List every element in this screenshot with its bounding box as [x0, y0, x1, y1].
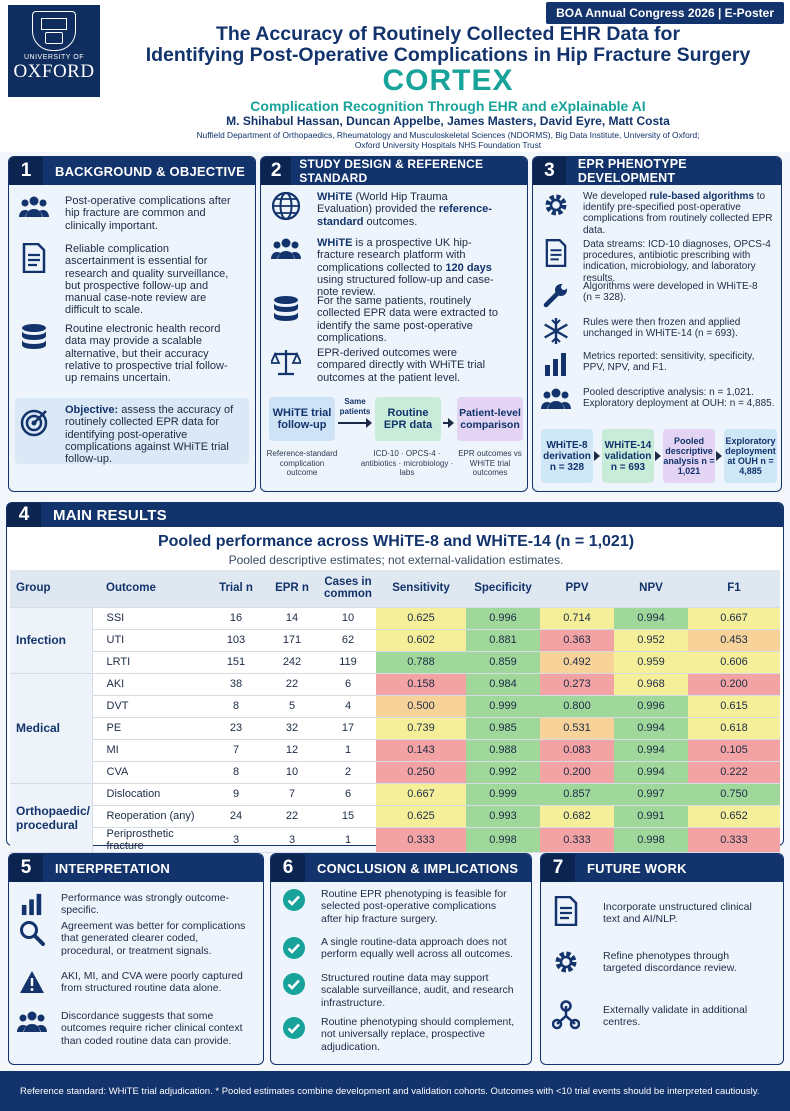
panel-header: [9, 157, 255, 185]
list-item: [267, 237, 523, 298]
value-cell: 0.222: [688, 761, 780, 783]
value-cell: 6: [320, 673, 376, 695]
conclusion-panel: [270, 853, 532, 1065]
same-patients-label: Same patients: [339, 397, 371, 416]
affiliation-line1: Nuffield Department of Orthopaedics, Rheumatology and Musculoskeletal Sciences (NDORMS), Big Data Institute, University of Oxford;: [196, 130, 700, 140]
value-cell: 62: [320, 629, 376, 651]
item-text: Routine EPR phenotyping is feasible for selected post-operative complications after hip fracture surgery.: [321, 888, 507, 925]
outcome-cell: Periprosthetic fracture: [92, 827, 208, 852]
panel-number: 4: [7, 503, 41, 527]
table-row: [10, 695, 780, 717]
panel-number: 7: [541, 854, 575, 882]
intro-span: We developed: [583, 191, 650, 202]
value-cell: 119: [320, 651, 376, 673]
gear-icon: [537, 191, 575, 236]
value-cell: 0.682: [540, 805, 614, 827]
list-item: [275, 888, 529, 925]
check-icon: [275, 888, 313, 925]
flow-arrow: [716, 455, 720, 457]
item-text: Data streams: ICD-10 diagnoses, OPCS-4 procedures, antibiotic prescribing with indication, microbiology, and laboratory results.: [583, 239, 771, 284]
table-row: [10, 607, 780, 629]
future-work-panel: [540, 853, 784, 1065]
item-span: (World Hip Trauma Evaluation) provided the: [317, 191, 448, 216]
table-row: [10, 827, 780, 852]
value-cell: 0.333: [688, 827, 780, 852]
title-line2: Identifying Post-Operative Complications in Hip Fracture Surgery: [145, 44, 751, 66]
item-text: Routine phenotyping should complement, not universally replace, prospective adjudication.: [321, 1016, 515, 1053]
results-table: [10, 570, 780, 853]
database-icon: [267, 295, 305, 344]
value-cell: 0.985: [466, 717, 540, 739]
value-cell: 15: [320, 805, 376, 827]
value-cell: 16: [208, 607, 264, 629]
list-item: [547, 896, 781, 926]
value-cell: 0.105: [688, 739, 780, 761]
magnifier-icon: [13, 920, 51, 957]
panel-number: 2: [261, 157, 291, 185]
value-cell: 0.652: [688, 805, 780, 827]
panel-header: [9, 854, 263, 882]
outcome-cell: Reoperation (any): [92, 805, 208, 827]
outcome-cell: AKI: [92, 673, 208, 695]
network-icon: [547, 1000, 585, 1030]
document-icon: [537, 239, 575, 284]
value-cell: 0.881: [466, 629, 540, 651]
intro-bold: rule-based algorithms: [649, 191, 754, 202]
value-cell: 151: [208, 651, 264, 673]
value-cell: 0.968: [614, 673, 688, 695]
group-label: Infection: [10, 607, 92, 673]
target-icon: [15, 398, 53, 464]
value-cell: 0.143: [376, 739, 466, 761]
item-text: Incorporate unstructured clinical text and AI/NLP.: [603, 901, 752, 926]
value-cell: 0.500: [376, 695, 466, 717]
column-header: Group: [10, 570, 92, 607]
panel-header: [541, 854, 783, 882]
column-header: Sensitivity: [376, 570, 466, 607]
value-cell: 0.750: [688, 783, 780, 805]
panel-title: STUDY DESIGN & REFERENCE STANDARD: [299, 157, 484, 185]
item-span: using structured follow-up and case-note review.: [317, 273, 494, 299]
value-cell: 7: [208, 739, 264, 761]
list-item: [537, 281, 779, 309]
flow-arrow: [594, 455, 598, 457]
list-item: [267, 347, 523, 384]
table-row: [10, 761, 780, 783]
people-icon: [13, 1010, 51, 1047]
list-item: [15, 243, 251, 317]
item-text: Algorithms were developed in WHiTE-8 (n = 328).: [583, 281, 758, 304]
flow-caption: Reference-standard complication outcome: [266, 449, 338, 477]
subtitle: Complication Recognition Through EHR and eXplainable AI: [250, 98, 646, 114]
value-cell: 242: [264, 651, 320, 673]
snowflake-icon: [537, 317, 575, 345]
poster-title: [108, 24, 788, 66]
value-cell: 8: [208, 761, 264, 783]
group-label: Orthopaedic/ procedural: [10, 783, 92, 852]
group-label: Medical: [10, 673, 92, 783]
congress-badge: BOA Annual Congress 2026 | E-Poster: [546, 2, 784, 24]
panel-title: MAIN RESULTS: [53, 506, 167, 524]
value-cell: 6: [320, 783, 376, 805]
outcome-cell: CVA: [92, 761, 208, 783]
item-text: Reliable complication ascertainment is essential for research and quality surveillance, but prospective follow-up and manual case-note review are difficult to scale.: [65, 243, 229, 317]
value-cell: 0.618: [688, 717, 780, 739]
value-cell: 7: [264, 783, 320, 805]
panel-title: EPR PHENOTYPE DEVELOPMENT: [577, 157, 687, 185]
list-item: [15, 195, 251, 232]
panel-title: FUTURE WORK: [587, 860, 687, 876]
item-bold: WHiTE: [317, 237, 353, 249]
value-cell: 0.602: [376, 629, 466, 651]
panel-title: INTERPRETATION: [55, 860, 170, 876]
value-cell: 0.997: [614, 783, 688, 805]
item-text: Agreement was better for complications that generated clearer coded, procedural, or treatment signals.: [61, 920, 246, 957]
value-cell: 1: [320, 827, 376, 852]
value-cell: 0.996: [614, 695, 688, 717]
item-text: Discordance suggests that some outcomes require richer clinical context than coded routine data can provide.: [61, 1010, 243, 1047]
panel-header: [533, 157, 781, 185]
check-icon: [275, 1016, 313, 1053]
outcome-cell: UTI: [92, 629, 208, 651]
flow-caption: ICD-10 · OPCS-4 · antibiotics · microbiology · labs: [360, 449, 454, 477]
value-cell: 0.200: [688, 673, 780, 695]
item-text: For the same patients, routinely collected EPR data were extracted to identify the same post-operative complications.: [317, 295, 498, 344]
item-span: outcomes.: [363, 215, 418, 228]
value-cell: 0.615: [688, 695, 780, 717]
objective-text: [53, 398, 245, 464]
people-icon: [537, 387, 575, 411]
value-cell: 0.992: [466, 761, 540, 783]
logo-line2: OXFORD: [13, 61, 95, 82]
university-logo: [8, 5, 100, 97]
value-cell: 0.453: [688, 629, 780, 651]
warning-icon: [13, 970, 51, 995]
value-cell: 14: [264, 607, 320, 629]
people-icon: [15, 195, 53, 232]
outcome-cell: MI: [92, 739, 208, 761]
list-item: [13, 1010, 261, 1047]
item-text: Metrics reported: sensitivity, specificity, PPV, NPV, and F1.: [583, 351, 755, 374]
item-text: Rules were then frozen and applied unchanged in WHiTE-14 (n = 693).: [583, 317, 741, 340]
objective-body: assess the accuracy of routinely collected EPR data for identifying post-operative complications against WHiTE trial follow-up.: [65, 404, 234, 466]
crest-icon: [32, 11, 76, 51]
value-cell: 12: [264, 739, 320, 761]
flow-box-pooled: Pooled descriptive analysis n = 1,021: [663, 429, 715, 483]
value-cell: 171: [264, 629, 320, 651]
authors: M. Shihabul Hassan, Duncan Appelbe, James Masters, David Eyre, Matt Costa: [226, 114, 670, 128]
list-item: [275, 972, 529, 1009]
item-text: Routine electronic health record data may provide a scalable alternative, but their accuracy relative to prospective trial follow-up remains uncertain.: [65, 323, 228, 385]
column-header: Trial n: [208, 570, 264, 607]
item-text: [305, 191, 505, 228]
item-text: EPR-derived outcomes were compared directly with WHiTE trial outcomes at the patient level.: [317, 347, 486, 384]
value-cell: 0.991: [614, 805, 688, 827]
panel-header: [7, 503, 783, 527]
panel-number: 5: [9, 854, 43, 882]
list-item: [13, 892, 261, 917]
value-cell: 24: [208, 805, 264, 827]
value-cell: 0.739: [376, 717, 466, 739]
database-icon: [15, 323, 53, 384]
value-cell: 23: [208, 717, 264, 739]
item-text: Pooled descriptive analysis: n = 1,021. Exploratory deployment at OUH: n = 4,885.: [583, 387, 775, 410]
value-cell: 0.959: [614, 651, 688, 673]
value-cell: 0.984: [466, 673, 540, 695]
panel-number: 3: [533, 157, 566, 185]
list-item: [537, 387, 779, 411]
value-cell: 0.158: [376, 673, 466, 695]
objective-box: [15, 398, 249, 464]
item-text: Externally validate in additional centres.: [603, 1004, 748, 1029]
value-cell: 0.999: [466, 783, 540, 805]
outcome-cell: LRTI: [92, 651, 208, 673]
list-item: [537, 317, 779, 345]
value-cell: 0.492: [540, 651, 614, 673]
value-cell: 0.994: [614, 761, 688, 783]
value-cell: 0.273: [540, 673, 614, 695]
affiliation: [108, 130, 788, 150]
value-cell: 22: [264, 805, 320, 827]
list-item: [537, 239, 779, 284]
item-bold: reference-standard: [317, 203, 492, 228]
table-row: [10, 629, 780, 651]
value-cell: 0.952: [614, 629, 688, 651]
column-header: PPV: [540, 570, 614, 607]
acronym: CORTEX: [382, 64, 514, 97]
outcome-cell: Dislocation: [92, 783, 208, 805]
value-cell: 0.994: [614, 739, 688, 761]
objective-label: Objective:: [65, 404, 119, 416]
value-cell: 8: [208, 695, 264, 717]
wrench-icon: [537, 281, 575, 309]
list-item: [275, 936, 529, 961]
list-item: [537, 191, 779, 236]
column-header: Specificity: [466, 570, 540, 607]
flow-caption: EPR outcomes vs WHiTE trial outcomes: [458, 449, 522, 477]
value-cell: 0.333: [376, 827, 466, 852]
item-text: AKI, MI, and CVA were poorly captured from structured routine data alone.: [61, 970, 243, 995]
value-cell: 0.083: [540, 739, 614, 761]
globe-icon: [267, 191, 305, 228]
flow-box-deployment: Exploratory deployment at OUH n = 4,885: [724, 429, 777, 483]
value-cell: 3: [208, 827, 264, 852]
phenotype-panel: [532, 156, 782, 492]
value-cell: 0.788: [376, 651, 466, 673]
value-cell: 0.857: [540, 783, 614, 805]
value-cell: 32: [264, 717, 320, 739]
bar-chart-icon: [13, 892, 51, 917]
table-row: [10, 651, 780, 673]
table-header-row: [10, 570, 780, 607]
value-cell: 22: [264, 673, 320, 695]
intro-span: to identify pre-specified post-operative complications from routinely collected EPR data.: [583, 191, 773, 236]
list-item: [547, 1000, 781, 1030]
list-item: [537, 351, 779, 377]
value-cell: 17: [320, 717, 376, 739]
panel-header: [271, 854, 531, 882]
column-header: F1: [688, 570, 780, 607]
footer-note: Reference standard: WHiTE trial adjudication. * Pooled estimates combine development and validation cohorts. Outcomes with <10 trial events should be interpreted cautiously.: [0, 1071, 790, 1111]
affiliation-line2: Oxford University Hospitals NHS Foundation Trust: [354, 140, 542, 150]
value-cell: 10: [320, 607, 376, 629]
value-cell: 3: [264, 827, 320, 852]
value-cell: 0.363: [540, 629, 614, 651]
item-text: Structured routine data may support scalable surveillance, audit, and research infrastructure.: [321, 972, 514, 1009]
document-icon: [15, 243, 53, 317]
value-cell: 0.800: [540, 695, 614, 717]
value-cell: 0.994: [614, 607, 688, 629]
logo-line1: UNIVERSITY OF: [23, 54, 85, 61]
value-cell: 0.667: [688, 607, 780, 629]
column-header: EPR n: [264, 570, 320, 607]
outcome-cell: SSI: [92, 607, 208, 629]
flow-box-derivation: WHiTE-8 derivation n = 328: [541, 429, 593, 483]
value-cell: 0.993: [466, 805, 540, 827]
value-cell: 0.988: [466, 739, 540, 761]
item-bold: 120 days: [445, 261, 492, 274]
value-cell: 0.625: [376, 607, 466, 629]
scales-icon: [267, 347, 305, 384]
gear-icon: [547, 948, 585, 976]
panel-number: 1: [9, 157, 43, 185]
value-cell: 4: [320, 695, 376, 717]
value-cell: 0.714: [540, 607, 614, 629]
item-text: [575, 191, 773, 236]
item-span: is a prospective UK hip-fracture research platform with complications collected to: [317, 237, 472, 274]
value-cell: 38: [208, 673, 264, 695]
list-item: [13, 920, 261, 957]
bar-chart-icon: [537, 351, 575, 377]
column-header: NPV: [614, 570, 688, 607]
flow-box-validation: WHiTE-14 validation n = 693: [602, 429, 654, 483]
value-cell: 5: [264, 695, 320, 717]
value-cell: 0.625: [376, 805, 466, 827]
item-text: [305, 237, 505, 298]
interpretation-panel: [8, 853, 264, 1065]
table-row: [10, 739, 780, 761]
list-item: [267, 295, 523, 344]
table-row: [10, 805, 780, 827]
flow-box-whte: WHiTE trial follow-up: [269, 397, 335, 441]
outcome-cell: PE: [92, 717, 208, 739]
document-icon: [547, 896, 585, 926]
flow-arrow: [338, 422, 370, 424]
outcome-cell: DVT: [92, 695, 208, 717]
panel-title: CONCLUSION & IMPLICATIONS: [317, 860, 519, 876]
check-icon: [275, 972, 313, 1009]
poster-header: [0, 0, 790, 152]
users-icon: [267, 237, 305, 298]
list-item: [547, 948, 781, 976]
value-cell: 1: [320, 739, 376, 761]
check-icon: [275, 936, 313, 961]
value-cell: 0.998: [614, 827, 688, 852]
value-cell: 0.994: [614, 717, 688, 739]
column-header: Cases in common: [320, 570, 376, 607]
value-cell: 2: [320, 761, 376, 783]
value-cell: 0.996: [466, 607, 540, 629]
item-text: Refine phenotypes through targeted discordance review.: [603, 950, 737, 975]
value-cell: 0.200: [540, 761, 614, 783]
list-item: [13, 970, 261, 995]
item-text: Post-operative complications after hip fracture are common and clinically important.: [65, 195, 231, 232]
value-cell: 0.859: [466, 651, 540, 673]
item-bold: WHiTE: [317, 191, 353, 203]
item-text: A single routine-data approach does not perform equally well across all outcomes.: [321, 936, 513, 961]
list-item: [275, 1016, 529, 1053]
value-cell: 0.606: [688, 651, 780, 673]
flow-box-comparison: Patient-level comparison: [457, 397, 523, 441]
title-line1: The Accuracy of Routinely Collected EHR Data for: [215, 23, 681, 45]
table-row: [10, 717, 780, 739]
value-cell: 9: [208, 783, 264, 805]
value-cell: 0.998: [466, 827, 540, 852]
panel-header: [261, 157, 527, 185]
table-row: [10, 673, 780, 695]
item-text: Performance was strongly outcome-specific.: [61, 892, 230, 917]
table-row: [10, 783, 780, 805]
value-cell: 0.333: [540, 827, 614, 852]
value-cell: 103: [208, 629, 264, 651]
background-panel: [8, 156, 256, 492]
flow-arrow: [655, 455, 659, 457]
table-subtitle: Pooled descriptive estimates; not external-validation estimates.: [228, 553, 564, 567]
study-design-panel: [260, 156, 528, 492]
list-item: [15, 323, 251, 384]
value-cell: 0.999: [466, 695, 540, 717]
panel-title: BACKGROUND & OBJECTIVE: [55, 163, 246, 179]
value-cell: 0.531: [540, 717, 614, 739]
value-cell: 10: [264, 761, 320, 783]
panel-number: 6: [271, 854, 305, 882]
column-header: Outcome: [92, 570, 208, 607]
value-cell: 0.250: [376, 761, 466, 783]
flow-box-epr: Routine EPR data: [375, 397, 441, 441]
flow-arrow: [443, 422, 452, 424]
list-item: [267, 191, 523, 228]
table-body: [10, 607, 780, 852]
value-cell: 0.667: [376, 783, 466, 805]
table-title: Pooled performance across WHiTE-8 and WHiTE-14 (n = 1,021): [157, 533, 635, 550]
